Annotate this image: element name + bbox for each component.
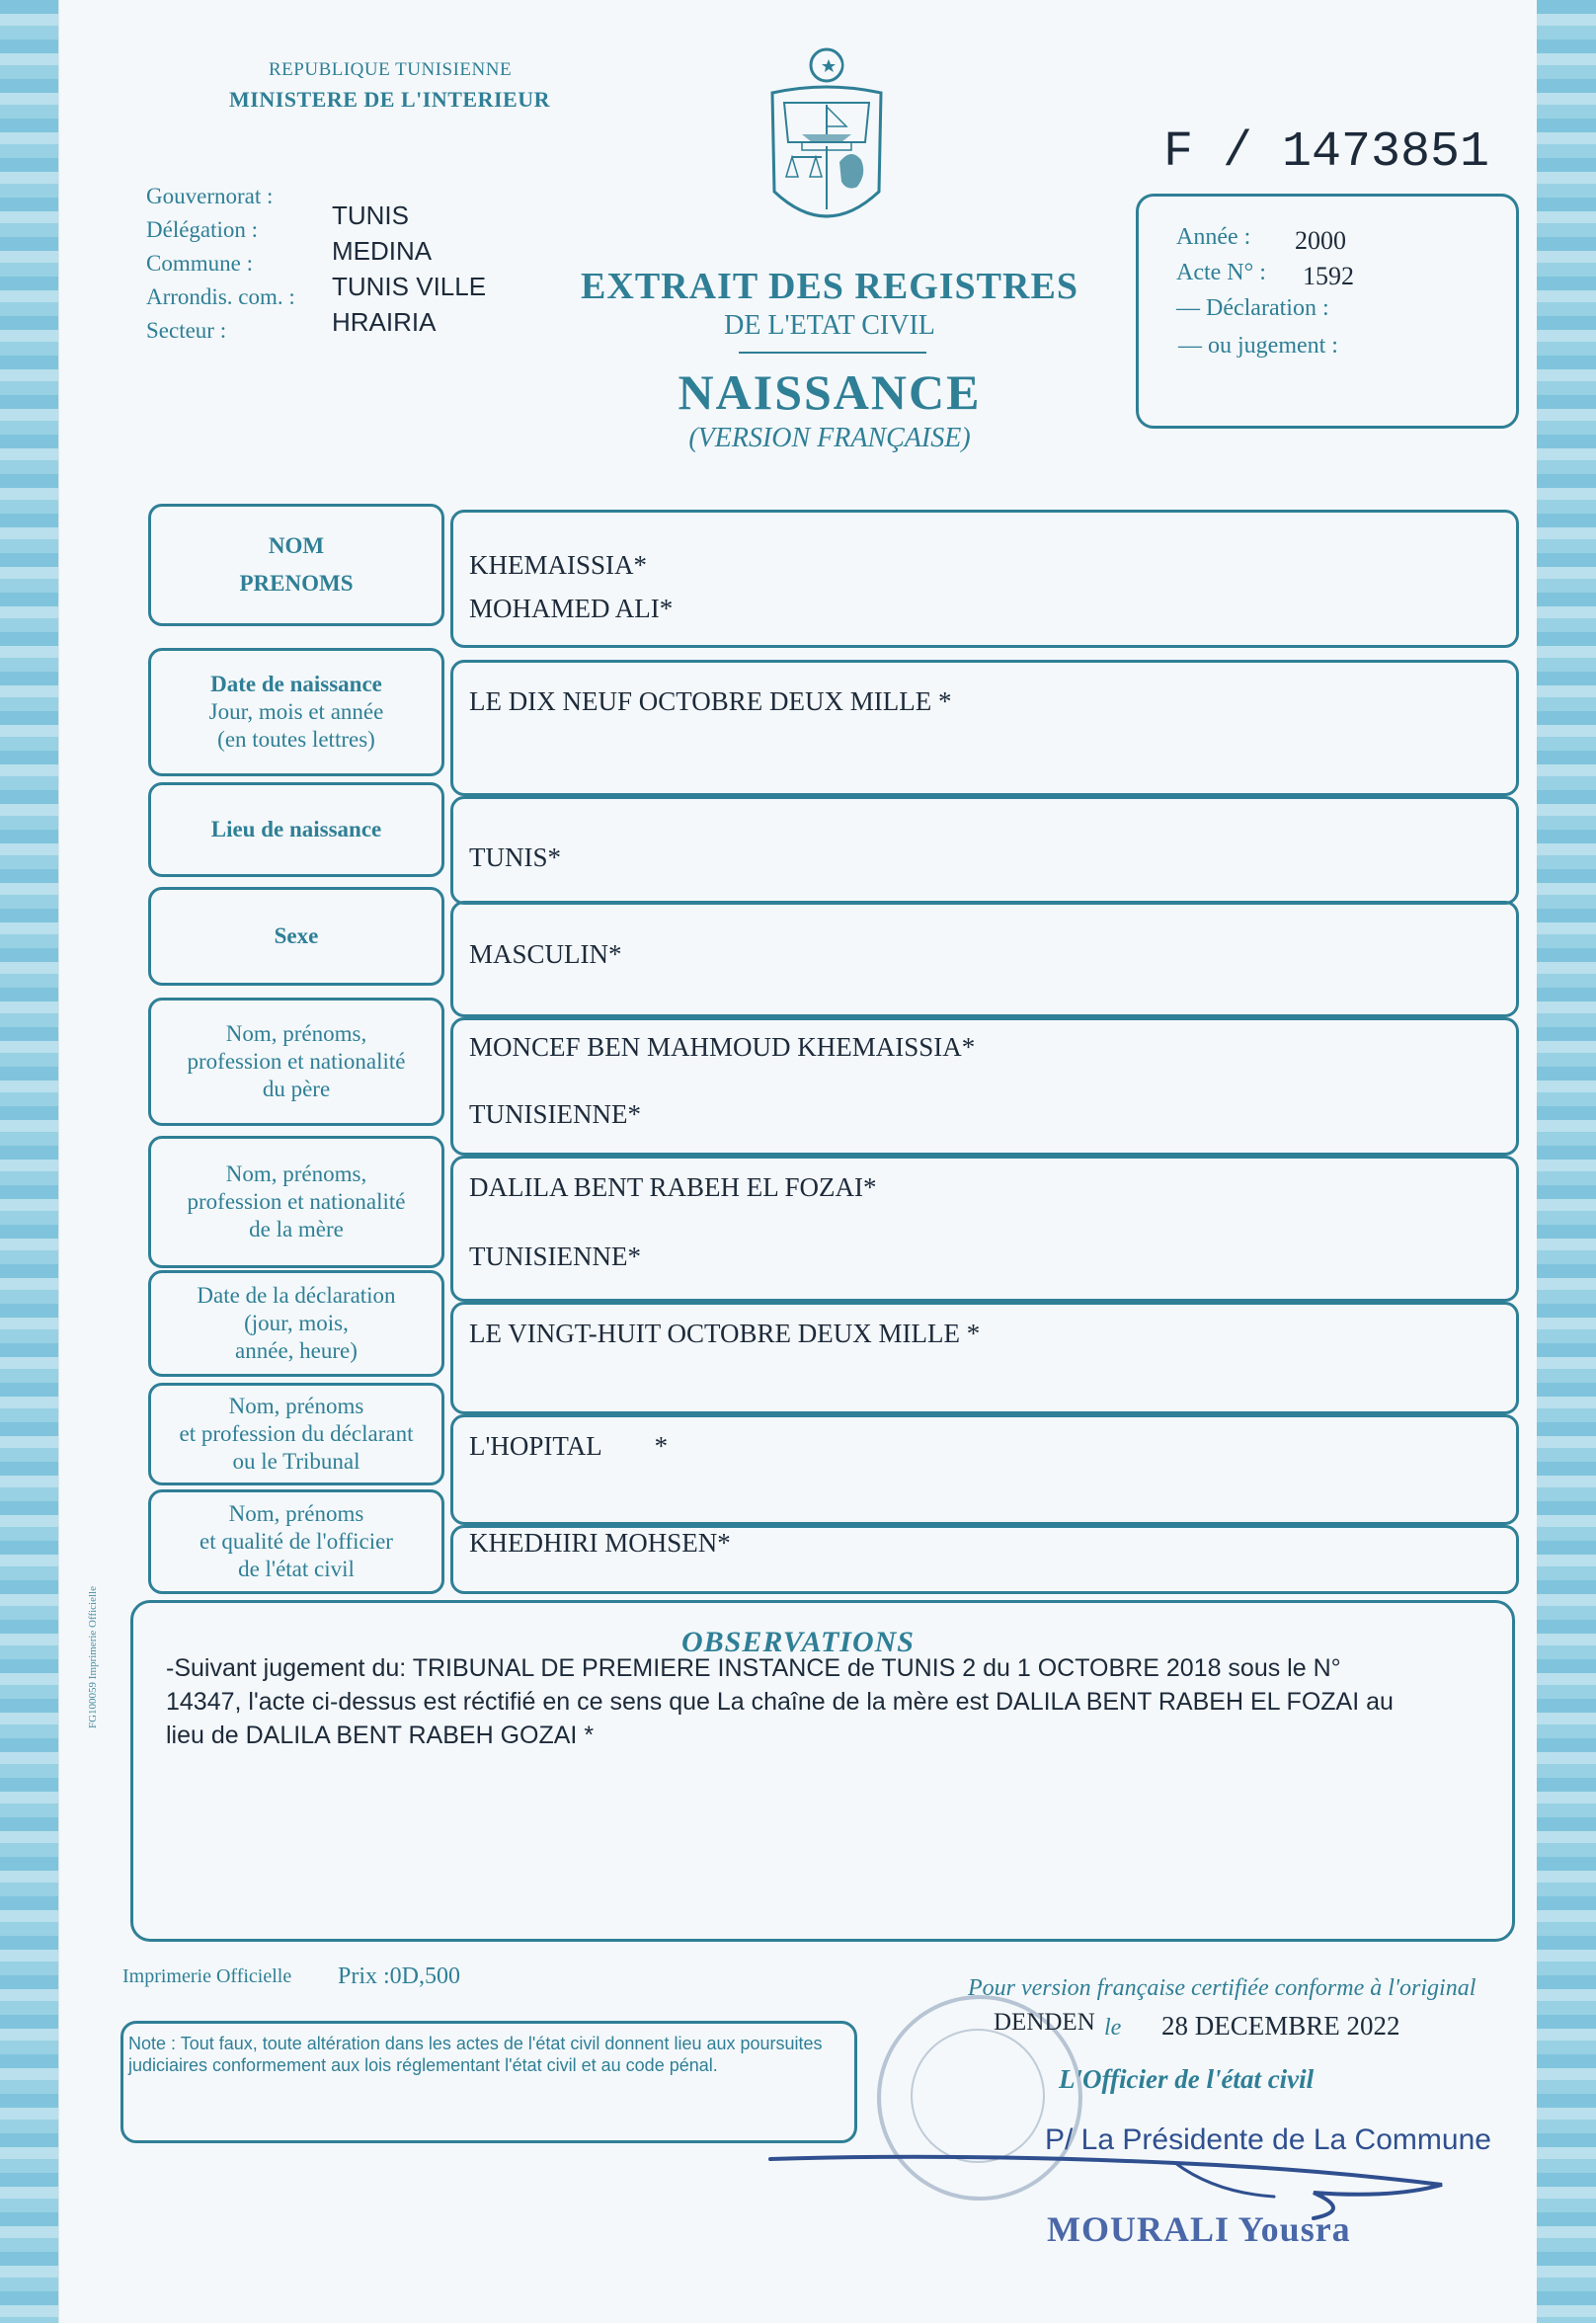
serial-number: F / 1473851 (1163, 124, 1490, 181)
declarant-value: L'HOPITAL * (450, 1414, 1519, 1525)
gouvernorat-value: TUNIS (332, 200, 409, 230)
commune-value: TUNIS VILLE (332, 272, 487, 301)
date-declaration-value: LE VINGT-HUIT OCTOBRE DEUX MILLE * (450, 1302, 1519, 1414)
date-naissance-value: LE DIX NEUF OCTOBRE DEUX MILLE * (450, 660, 1519, 796)
date-naissance-label: Date de naissance Jour, mois et année (en toutes lettres) (148, 648, 444, 776)
officier-label: Nom, prénoms et qualité de l'officier de l'état civil (148, 1489, 444, 1594)
annee-value: 2000 (1295, 226, 1346, 255)
lieu-naissance-value: TUNIS* (450, 796, 1519, 905)
mere-label: Nom, prénoms, profession et nationalité de la mère (148, 1136, 444, 1268)
secteur-label: Secteur : (146, 318, 227, 343)
delegation-value: MEDINA (332, 236, 433, 266)
decorative-border-left (0, 0, 59, 2323)
republique-label: REPUBLIQUE TUNISIENNE (269, 59, 513, 80)
admin-labels (146, 180, 295, 348)
delegation-label: Délégation : (146, 217, 259, 242)
officier-title: L'Officier de l'état civil (1059, 2064, 1315, 2094)
admin-values (332, 198, 486, 340)
commune-label: Commune : (146, 251, 253, 276)
lieu-naissance-label: Lieu de naissance (148, 782, 444, 877)
arrondissement-label: Arrondis. com. : (146, 284, 295, 309)
pere-value: MONCEF BEN MAHMOUD KHEMAISSIA* TUNISIENNE* (450, 1017, 1519, 1156)
document-type: NAISSANCE (678, 364, 982, 420)
jugement-label: — ou jugement : (1178, 333, 1338, 359)
note-text: Note : Tout faux, toute altération dans les actes de l'état civil donnent lieu aux poursuites judiciaires conformement aux lois réglementant l'état civil et au code pénal. (128, 2034, 823, 2075)
presidente-label: P/ La Présidente de La Commune (1045, 2123, 1491, 2156)
document-title: EXTRAIT DES REGISTRES (581, 266, 1078, 307)
nom-prenoms-value (450, 510, 1519, 648)
certification-text: Pour version française certifiée conforme à l'original (968, 1975, 1476, 2001)
le-label: le (1104, 2015, 1122, 2041)
acte-info-box (1136, 194, 1519, 429)
signatory-name: MOURALI Yousra (1047, 2209, 1351, 2249)
sexe-label: Sexe (148, 887, 444, 986)
observations-text: -Suivant jugement du: TRIBUNAL DE PREMIERE INSTANCE de TUNIS 2 du 1 OCTOBRE 2018 sous le N° 14347, l'acte ci-dessus est réctifié en ce sens que La chaîne de la mère est DALILA BENT RABEH EL FOZAI au lieu de DALILA BENT RABEH GOZAI * (166, 1654, 1394, 1749)
officier-value: KHEDHIRI MOHSEN* (450, 1525, 1519, 1594)
prenoms-value: MOHAMED ALI* (469, 594, 674, 623)
sexe-value: MASCULIN* (450, 901, 1519, 1017)
issue-date: 28 DECEMBRE 2022 (1161, 2011, 1400, 2041)
observations-title: OBSERVATIONS (681, 1626, 915, 1658)
side-printer-code: FG100059 Imprimerie Officielle (87, 1586, 99, 1728)
gouvernorat-label: Gouvernorat : (146, 184, 274, 208)
title-divider (739, 352, 926, 354)
secteur-value: HRAIRIA (332, 307, 437, 337)
imprimerie-label: Imprimerie Officielle (122, 1965, 292, 1987)
prix-label: Prix :0D,500 (338, 1963, 461, 1989)
nom-prenoms-label: NOM PRENOMS (148, 504, 444, 626)
document-version: (VERSION FRANÇAISE) (688, 423, 971, 453)
acte-number-value: 1592 (1303, 262, 1354, 290)
ministere-label: MINISTERE DE L'INTERIEUR (229, 87, 550, 112)
mere-value: DALILA BENT RABEH EL FOZAI* TUNISIENNE* (450, 1156, 1519, 1302)
pere-label: Nom, prénoms, profession et nationalité du père (148, 998, 444, 1126)
declaration-label: — Déclaration : (1176, 295, 1329, 321)
document-subtitle: DE L'ETAT CIVIL (724, 310, 935, 341)
declarant-label: Nom, prénoms et profession du déclarant ou le Tribunal (148, 1383, 444, 1485)
nom-value: KHEMAISSIA* (469, 550, 648, 580)
date-declaration-label: Date de la déclaration (jour, mois, année, heure) (148, 1270, 444, 1377)
place-value: DENDEN (994, 2009, 1095, 2036)
decorative-border-right (1537, 0, 1596, 2323)
annee-label: Année : (1176, 224, 1251, 250)
acte-number-label: Acte N° : (1176, 260, 1266, 285)
tunisia-coat-of-arms-icon (762, 43, 891, 251)
